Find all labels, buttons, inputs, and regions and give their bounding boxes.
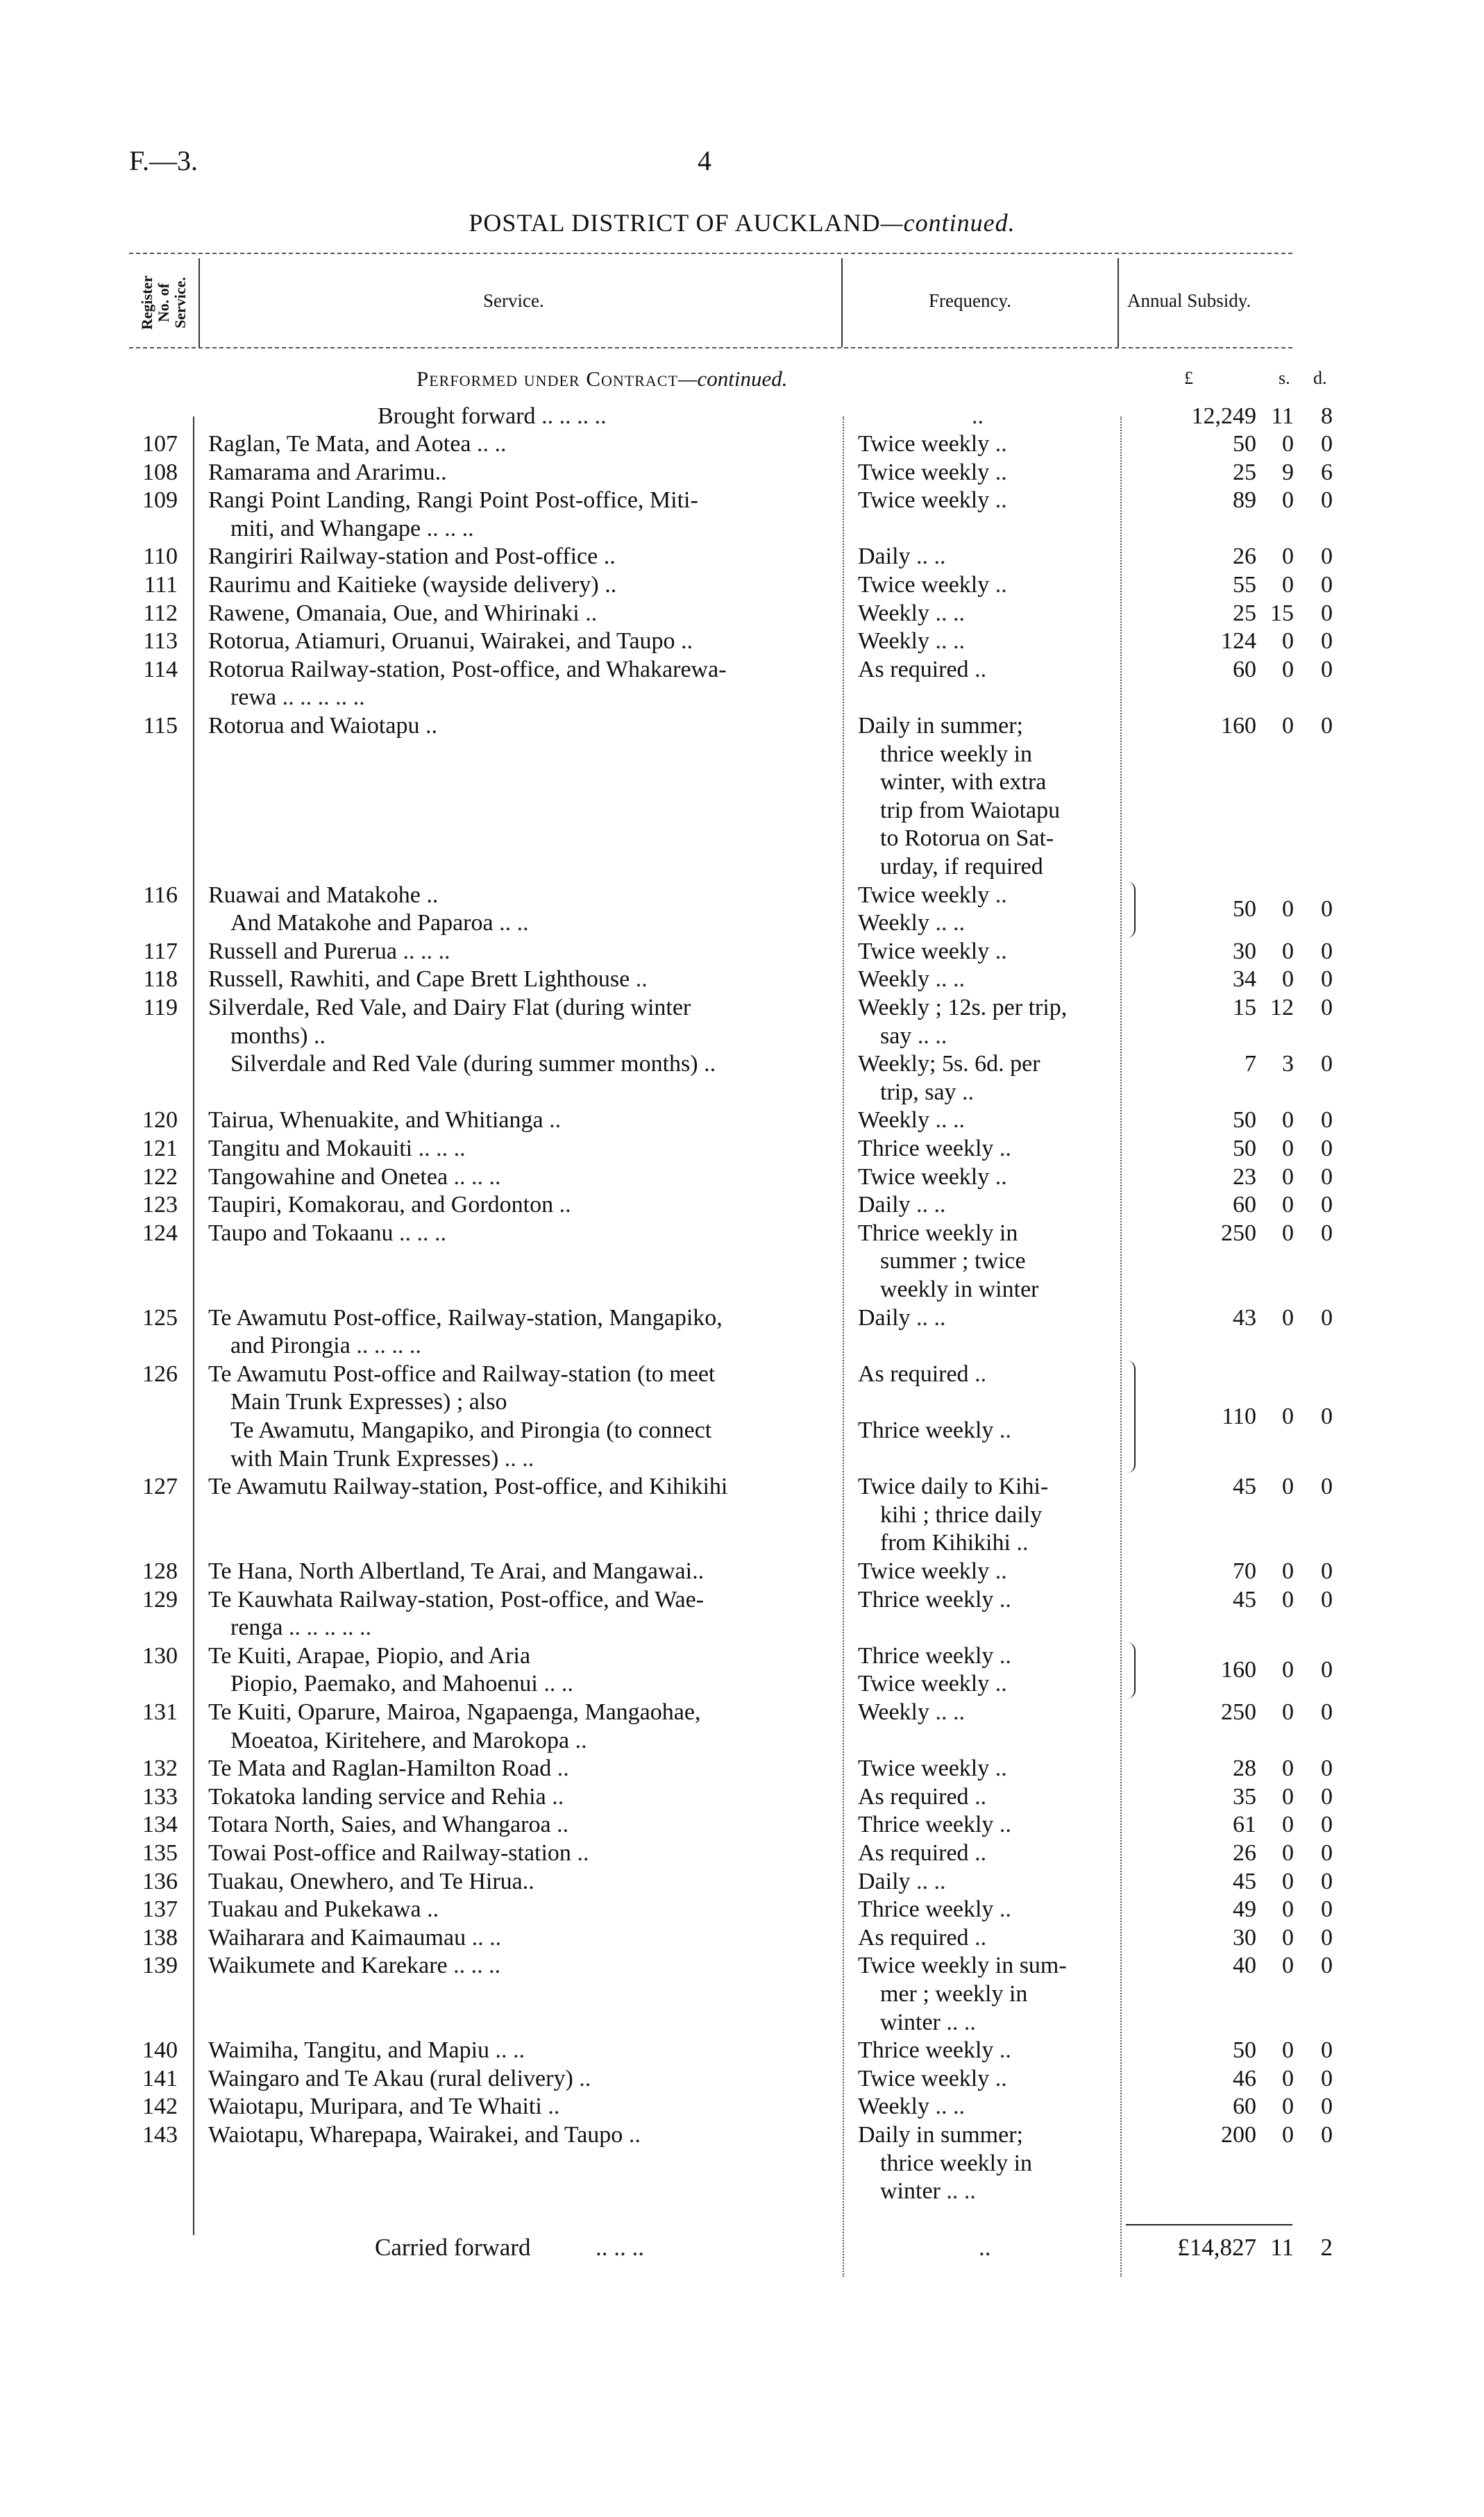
subsidy-pence: 0 [1321,995,1333,1020]
subsidy-shillings: 0 [1282,431,1294,457]
register-no: 119 [143,995,178,1020]
header-top-rule [129,253,1292,254]
service-name: Te Kauwhata Railway-station, Post-office, and Wae- renga .. .. .. .. .. [208,1586,705,1641]
service-name: Totara North, Saies, and Whangaroa .. [208,1812,569,1838]
total-rule [1126,2224,1292,2225]
service-name: Te Kuiti, Oparure, Mairoa, Ngapaenga, Mangaohae, Moeatoa, Kiritehere, and Marokopa .. [208,1699,701,1753]
subsidy-shillings: 0 [1282,1474,1294,1500]
subsidy-shillings: 0 [1282,1163,1294,1190]
service-name: Waiharara and Kaimaumau .. .. [208,1924,502,1951]
service-name: Silverdale and Red Vale (during summer months) .. [230,1051,716,1077]
title-main: POSTAL DISTRICT OF AUCKLAND [469,209,881,237]
service-name: Tuakau, Onewhero, and Te Hirua.. [208,1868,534,1894]
carried-forward-shillings: 11 [1270,2234,1294,2261]
subsidy-pounds: 60 [1233,656,1256,682]
service-name: Raglan, Te Mata, and Aotea .. .. [208,431,507,457]
service-name: Tokatoka landing service and Rehia .. [208,1783,564,1810]
register-no: 113 [143,628,178,655]
subsidy-shillings: 9 [1282,459,1294,485]
subsidy-pence: 0 [1321,1558,1333,1584]
subsidy-pounds: 45 [1233,1474,1256,1500]
subsidy-pounds: 250 [1221,1220,1256,1246]
subsidy-pence: 0 [1321,1896,1333,1923]
subsidy-shillings: 0 [1282,2037,1294,2064]
register-no: 118 [143,966,178,993]
subsidy-shillings: 0 [1282,895,1294,922]
subsidy-shillings: 15 [1270,600,1294,626]
service-name: Towai Post-office and Railway-station .. [208,1840,589,1866]
subsidy-pence: 0 [1321,572,1333,598]
frequency: Weekly .. .. [858,1107,965,1134]
subsidy-pence: 0 [1321,2065,1333,2091]
subsidy-shillings: 0 [1282,1699,1294,1725]
subsidy-pounds: 50 [1233,431,1256,457]
register-no: 140 [142,2037,178,2064]
frequency: Weekly .. .. [858,628,965,655]
subsidy-pounds: 160 [1221,713,1256,739]
subsidy-shillings: 0 [1282,572,1294,598]
body-col-rule [1120,416,1122,2277]
frequency: Daily .. .. [858,1192,946,1218]
subsidy-pounds: 34 [1233,966,1256,993]
register-no: 127 [142,1474,178,1500]
subsidy-header: Annual Subsidy. [1127,290,1251,311]
subsidy-shillings: 0 [1282,628,1294,655]
subsidy-pounds: 25 [1233,459,1256,485]
register-no: 115 [143,713,178,739]
subsidy-shillings: 0 [1282,544,1294,570]
frequency: Thrice weekly .. [858,1136,1011,1161]
service-name: Waiotapu, Muripara, and Te Whaiti .. [208,2094,560,2120]
service-name: Te Hana, North Albertland, Te Arai, and Mangawai.. [208,1558,705,1584]
service-name: Tuakau and Pukekawa .. [208,1896,439,1923]
subsidy-pounds: 55 [1233,572,1256,598]
subsidy-pence: 0 [1321,1756,1333,1782]
register-no: 125 [142,1304,178,1331]
service-name: Tangitu and Mokauiti .. .. .. [208,1136,466,1161]
subsidy-pence: 0 [1321,1699,1333,1725]
register-no: 120 [142,1107,178,1134]
subsidy-shillings: 0 [1282,1896,1294,1923]
register-no: 110 [143,544,178,570]
frequency: Twice weekly .. [858,938,1007,964]
frequency: Twice weekly .. [858,1558,1007,1584]
register-no: 107 [142,431,178,457]
frequency: Thrice weekly .. [858,1896,1011,1923]
subsidy-shillings: 0 [1282,2094,1294,2120]
register-no: 123 [142,1192,178,1218]
subsidy-pounds: 160 [1221,1657,1256,1683]
frequency: Twice weekly in sum- mer ; weekly in winter .. .. [858,1953,1067,2035]
unit-pounds: £ [1184,368,1193,388]
subsidy-shillings: 0 [1282,1924,1294,1951]
subsidy-pence: 0 [1321,487,1333,514]
subsidy-pounds: 15 [1233,995,1256,1020]
service-name: Te Kuiti, Arapae, Piopio, and Aria Piopio, Paemako, and Mahoenui .. .. [208,1642,573,1697]
subsidy-shillings: 12 [1270,995,1294,1020]
subsidy-pence: 0 [1321,1953,1333,1979]
frequency: Weekly ; 12s. per trip, say .. .. [858,995,1068,1049]
register-no: 111 [144,572,178,598]
subsidy-shillings: 0 [1282,1812,1294,1838]
register-no: 135 [142,1840,178,1866]
service-name: Ruawai and Matakohe .. And Matakohe and Paparoa .. .. [208,882,529,936]
register-no: 124 [142,1220,178,1246]
register-no: 126 [142,1361,178,1387]
subsidy-pounds: 23 [1233,1163,1256,1190]
subsidy-pence: 0 [1321,1924,1333,1951]
service-name: Waimiha, Tangitu, and Mapiu .. .. [208,2037,525,2064]
frequency: Twice daily to Kihi- kihi ; thrice daily from Kihikihi .. [858,1474,1049,1556]
register-no: 129 [142,1586,178,1613]
service-header: Service. [483,290,544,311]
frequency: As required .. Thrice weekly .. [858,1361,1011,1443]
frequency: Daily in summer; thrice weekly in winter, with extra trip from Waiotapu to Rotorua on Sat- urday, if required [858,713,1061,879]
subsidy-pounds: 7 [1245,1051,1256,1077]
register-no: 136 [142,1868,178,1894]
subsidy-pence: 6 [1321,459,1333,485]
subsidy-pounds: 70 [1233,1558,1256,1584]
frequency: Twice weekly .. [858,487,1007,514]
frequency: Twice weekly .. [858,431,1007,457]
subsidy-pence: 0 [1321,1192,1333,1218]
service-name: Rotorua Railway-station, Post-office, and Whakarewa- rewa .. .. .. .. .. [208,656,727,711]
subsidy-pounds: 61 [1233,1812,1256,1838]
carried-forward-pounds: £14,827 [1177,2234,1256,2261]
subsidy-shillings: 3 [1282,1051,1294,1077]
page-id: F.—3. [129,145,199,176]
subsidy-shillings: 0 [1282,713,1294,739]
frequency: Twice weekly .. [858,572,1007,598]
frequency: As required .. [858,1783,987,1810]
subsidy-pence: 0 [1321,2122,1333,2148]
subsidy-shillings: 0 [1282,1840,1294,1866]
register-no: 133 [142,1783,178,1810]
subsidy-shillings: 0 [1282,1192,1294,1218]
register-no: 142 [142,2094,178,2120]
subsidy-pounds: 60 [1233,2094,1256,2120]
subsidy-pounds: 49 [1233,1896,1256,1923]
subsidy-shillings: 0 [1282,1304,1294,1331]
service-name: Te Awamutu Post-office and Railway-station (to meet Main Trunk Expresses) ; also Te Awamutu, Mangapiko, and Pirongia (to connect with Main Trunk Expresses) .. .. [208,1361,716,1472]
subsidy-shillings: 0 [1282,2122,1294,2148]
subsidy-pounds: 60 [1233,1192,1256,1218]
frequency: Twice weekly .. [858,2065,1007,2091]
frequency-header: Frequency. [929,290,1011,311]
register-no: 134 [142,1812,178,1838]
subsidy-pounds: 26 [1233,1840,1256,1866]
carried-forward-label: Carried forward [375,2234,531,2261]
subsidy-shillings: 0 [1282,966,1294,993]
brought-forward-pence: 8 [1321,403,1333,429]
carried-forward-freq-dots: .. [979,2234,991,2261]
frequency: Thrice weekly .. Twice weekly .. [858,1642,1011,1697]
subsidy-shillings: 0 [1282,938,1294,964]
frequency: Thrice weekly .. [858,2037,1011,2064]
header-bottom-rule [129,347,1292,348]
register-no: 131 [142,1699,178,1725]
subsidy-pence: 0 [1321,1304,1333,1331]
subsidy-shillings: 0 [1282,487,1294,514]
register-no: 116 [143,882,178,908]
brought-forward-label: Brought forward [378,403,536,429]
subsidy-pounds: 50 [1233,895,1256,922]
subsidy-pounds: 35 [1233,1783,1256,1810]
subsidy-pence: 0 [1321,1474,1333,1500]
register-no: 117 [143,938,178,964]
subsidy-shillings: 0 [1282,1220,1294,1246]
frequency: Thrice weekly .. [858,1586,1011,1613]
subsidy-pounds: 25 [1233,600,1256,626]
subsidy-pence: 0 [1321,431,1333,457]
subsidy-pence: 0 [1321,600,1333,626]
register-no: 109 [142,487,178,514]
service-name: Raurimu and Kaitieke (wayside delivery) .. [208,572,617,598]
subsidy-shillings: 0 [1282,1868,1294,1894]
frequency: Weekly .. .. [858,966,965,993]
subsidy-pounds: 46 [1233,2065,1256,2091]
subsidy-pence: 0 [1321,1403,1333,1429]
register-no: 141 [142,2065,178,2091]
register-no: 132 [142,1756,178,1782]
body-col-rule [843,416,844,2277]
subsidy-pence: 0 [1321,1220,1333,1246]
grouping-brace [1124,1642,1136,1699]
subsidy-pence: 0 [1321,1163,1333,1190]
register-no-header: Register No. of Service. [138,275,189,330]
frequency: Weekly .. .. [858,600,965,626]
subsidy-pence: 0 [1321,1840,1333,1866]
subsidy-pounds: 30 [1233,1924,1256,1951]
subsidy-pence: 0 [1321,1812,1333,1838]
subsidy-shillings: 0 [1282,1107,1294,1134]
section-heading: Performed under Contract—continued. [416,367,788,391]
frequency: Twice weekly .. Weekly .. .. [858,882,1007,936]
subsidy-pounds: 45 [1233,1586,1256,1613]
subsidy-pounds: 30 [1233,938,1256,964]
frequency: As required .. [858,656,987,682]
unit-pence: d. [1313,368,1327,388]
subsidy-pence: 0 [1321,2094,1333,2120]
frequency: Daily .. .. [858,544,946,570]
subsidy-shillings: 0 [1282,1136,1294,1161]
service-name: Waiotapu, Wharepapa, Wairakei, and Taupo .. [208,2122,641,2148]
subsidy-pounds: 45 [1233,1868,1256,1894]
frequency: Thrice weekly .. [858,1812,1011,1838]
service-name: Russell and Purerua .. .. .. [208,938,450,964]
service-name: Ramarama and Ararimu.. [208,459,447,485]
frequency: Daily .. .. [858,1868,946,1894]
subsidy-shillings: 0 [1282,1403,1294,1429]
service-name: Tairua, Whenuakite, and Whitianga .. [208,1107,562,1134]
subsidy-pence: 0 [1321,938,1333,964]
subsidy-pounds: 40 [1233,1953,1256,1979]
subsidy-pence: 0 [1321,656,1333,682]
brought-forward-shillings: 11 [1271,403,1294,429]
subsidy-pounds: 28 [1233,1756,1256,1782]
subsidy-pence: 0 [1321,1051,1333,1077]
subsidy-pounds: 110 [1222,1403,1256,1429]
frequency: Weekly .. .. [858,1699,965,1725]
service-name: Russell, Rawhiti, and Cape Brett Lighthouse .. [208,966,648,993]
register-no: 143 [142,2122,178,2148]
service-name: Rawene, Omanaia, Oue, and Whirinaki .. [208,600,598,626]
subsidy-pence: 0 [1321,1783,1333,1810]
subsidy-pounds: 50 [1233,1136,1256,1161]
service-name: Taupiri, Komakorau, and Gordonton .. [208,1192,571,1218]
register-no: 122 [142,1163,178,1190]
service-name: Rotorua, Atiamuri, Oruanui, Wairakei, and Taupo .. [208,628,693,655]
subsidy-pence: 0 [1321,1136,1333,1161]
subsidy-shillings: 0 [1282,1756,1294,1782]
frequency: Twice weekly .. [858,1163,1007,1190]
register-no: 108 [142,459,178,485]
subsidy-pounds: 50 [1233,1107,1256,1134]
subsidy-pence: 0 [1321,1586,1333,1613]
service-name: Rangi Point Landing, Rangi Point Post-office, Miti- miti, and Whangape .. .. .. [208,487,698,541]
subsidy-pence: 0 [1321,544,1333,570]
subsidy-shillings: 0 [1282,1783,1294,1810]
header-col-rule [1118,258,1119,347]
register-no: 139 [142,1953,178,1979]
frequency: Daily in summer; thrice weekly in winter .. .. [858,2122,1033,2205]
subsidy-pence: 0 [1321,966,1333,993]
register-no: 121 [142,1136,178,1161]
grouping-brace [1124,882,1136,938]
subsidy-pence: 0 [1321,1107,1333,1134]
subsidy-shillings: 0 [1282,656,1294,682]
brought-forward-pounds: 12,249 [1191,403,1256,429]
frequency: Thrice weekly in summer ; twice weekly in winter [858,1220,1039,1302]
page-title [0,208,1484,237]
subsidy-pence: 0 [1321,628,1333,655]
service-name: Waingaro and Te Akau (rural delivery) .. [208,2065,591,2091]
frequency: As required .. [858,1840,987,1866]
register-no: 128 [142,1558,178,1584]
service-name: Taupo and Tokaanu .. .. .. [208,1220,447,1246]
service-name: Silverdale, Red Vale, and Dairy Flat (during winter months) .. [208,995,691,1049]
subsidy-shillings: 0 [1282,1657,1294,1683]
frequency: As required .. [858,1924,987,1951]
grouping-brace [1124,1361,1136,1473]
frequency: Twice weekly .. [858,1756,1007,1782]
frequency: Weekly; 5s. 6d. per trip, say .. [858,1051,1040,1105]
subsidy-pounds: 89 [1233,487,1256,514]
register-no: 138 [142,1924,178,1951]
subsidy-pounds: 26 [1233,544,1256,570]
service-name: Te Awamutu Post-office, Railway-station, Mangapiko, and Pirongia .. .. .. .. [208,1304,723,1359]
subsidy-pence: 0 [1321,1868,1333,1894]
header-col-rule [841,258,843,347]
service-name: Rotorua and Waiotapu .. [208,713,437,739]
subsidy-pence: 0 [1321,2037,1333,2064]
body-col-rule [193,416,194,2235]
service-name: Waikumete and Karekare .. .. .. [208,1953,501,1979]
header-col-rule [199,258,200,347]
service-name: Tangowahine and Onetea .. .. .. [208,1163,501,1190]
subsidy-pounds: 50 [1233,2037,1256,2064]
unit-shillings: s. [1279,368,1290,388]
subsidy-pence: 0 [1321,1657,1333,1683]
subsidy-pounds: 200 [1221,2122,1256,2148]
register-no: 114 [143,656,178,682]
subsidy-pence: 0 [1321,895,1333,922]
subsidy-shillings: 0 [1282,1586,1294,1613]
frequency: Twice weekly .. [858,459,1007,485]
subsidy-pounds: 43 [1233,1304,1256,1331]
frequency: Weekly .. .. [858,2094,965,2120]
service-name: Te Awamutu Railway-station, Post-office, and Kihikihi [208,1474,728,1500]
subsidy-shillings: 0 [1282,2065,1294,2091]
frequency: Daily .. .. [858,1304,946,1331]
subsidy-pence: 0 [1321,713,1333,739]
register-no: 137 [142,1896,178,1923]
subsidy-pounds: 250 [1221,1699,1256,1725]
subsidy-shillings: 0 [1282,1558,1294,1584]
carried-forward-dots: .. .. .. [596,2234,644,2261]
title-suffix: —continued. [880,209,1015,237]
page-number: 4 [698,145,711,176]
register-no: 112 [143,600,178,626]
subsidy-shillings: 0 [1282,1953,1294,1979]
service-name: Te Mata and Raglan-Hamilton Road .. [208,1756,569,1782]
service-name: Rangiriri Railway-station and Post-office .. [208,544,616,570]
register-no: 130 [142,1642,178,1669]
subsidy-pounds: 124 [1221,628,1256,655]
carried-forward-pence: 2 [1320,2234,1333,2261]
